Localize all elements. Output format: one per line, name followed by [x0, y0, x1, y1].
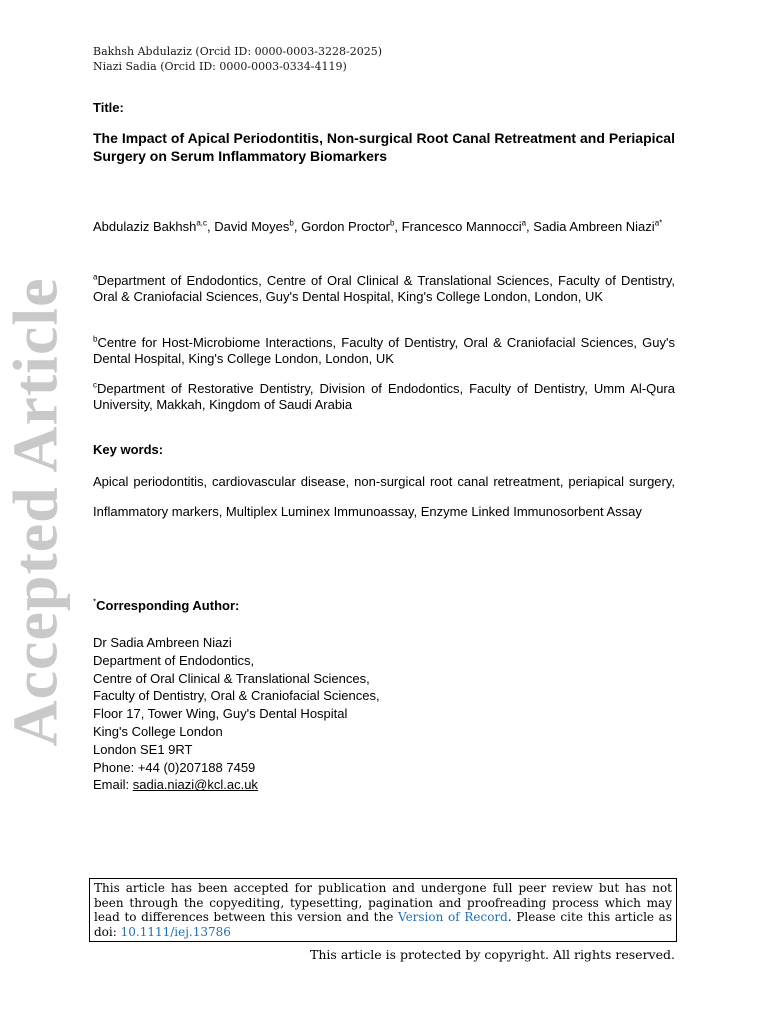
- article-title: The Impact of Apical Periodontitis, Non-surgical Root Canal Retreatment and Periapical Surgery on Serum Inflammatory Biomarkers: [93, 130, 675, 164]
- address-line: Centre of Oral Clinical & Translational Sciences,: [93, 670, 370, 686]
- address-line: King's College London: [93, 723, 223, 739]
- author-list: Abdulaziz Bakhsh$^{a,c}$, David Moyes$^b$, Gordon Proctor$^b$, Francesco Mannocci$^a$, Sadia Ambreen Niazi$^{a*}$: [93, 218, 663, 234]
- version-of-record-link[interactable]: Version of Record: [398, 910, 508, 924]
- accepted-article-watermark: [0, 212, 71, 812]
- affiliation-c-text: Department of Restorative Dentistry, Division of Endodontics, Faculty of Dentistry, Umm Al-Qura University, Makkah, Kingdom of Saudi Arabia: [93, 381, 675, 412]
- keywords-label: [93, 442, 675, 458]
- affiliation-a: [93, 273, 675, 305]
- title-label-text: Title:: [93, 100, 124, 115]
- author-1: Abdulaziz Bakhsh: [93, 219, 197, 234]
- keywords-label-text: Key words:: [93, 442, 164, 457]
- affiliation-a-sup: a: [93, 272, 98, 282]
- author-3-sup: b: [389, 218, 395, 228]
- address-line: Faculty of Dentistry, Oral & Craniofacial Sciences,: [93, 688, 380, 704]
- affiliation-a-text: Department of Endodontics, Centre of Oral Clinical & Translational Sciences, Faculty of Dentistry, Oral & Craniofacial Sciences, Guy's Dental Hospital, King's College London, London, UK: [93, 273, 675, 304]
- address-line: Floor 17, Tower Wing, Guy's Dental Hospital: [93, 706, 348, 722]
- notice-text-before: This article has been accepted for publication and undergone full peer review but has not been through the copyediting, typesetting, pagination and proofreading process which may lead to differences between this version and the: [94, 881, 672, 924]
- author-4: Francesco Mannocci: [401, 219, 522, 234]
- author-2-sup: b: [289, 218, 294, 228]
- accepted-notice-box: [89, 878, 677, 942]
- keywords-text: Apical periodontitis, cardiovascular disease, non-surgical root canal retreatment, periapical surgery, Inflammatory markers, Multiplex Luminex Immunoassay, Enzyme Linked Immunosorbent Assay: [93, 474, 675, 519]
- email-line: [93, 776, 675, 794]
- title-label: [93, 100, 675, 116]
- email-label: Email:: [93, 777, 133, 793]
- author-3: Gordon Proctor: [301, 219, 390, 234]
- email-link[interactable]: sadia.niazi@kcl.ac.uk: [132, 777, 258, 793]
- affiliation-b-text: Centre for Host-Microbiome Interactions, Faculty of Dentistry, Oral & Craniofacial Sciences, Guy's Dental Hospital, King's College London, London, UK: [93, 335, 675, 366]
- copyright-notice: This article is protected by copyright. All rights reserved.: [310, 947, 675, 962]
- author-4-sup: a: [521, 218, 527, 228]
- address-line: Department of Endodontics,: [93, 652, 255, 668]
- author-5: Sadia Ambreen Niazi: [533, 219, 655, 234]
- affiliation-b-sup: b: [93, 334, 98, 344]
- orcid-line-2: Niazi Sadia (Orcid ID: 0000-0003-0334-4119): [93, 60, 347, 73]
- affiliation-c-sup: c: [93, 380, 97, 390]
- author-2: David Moyes: [214, 219, 290, 234]
- author-1-sup: a,c: [196, 218, 208, 228]
- orcid-line-1: Bakhsh Abdulaziz (Orcid ID: 0000-0003-3228-2025): [93, 45, 382, 58]
- notice-text-after: . Please cite this article as doi:: [94, 910, 672, 939]
- affiliation-c: [93, 381, 675, 413]
- doi-link[interactable]: 10.1111/iej.13786: [120, 924, 231, 939]
- corresponding-label: [93, 598, 675, 614]
- address-line: London SE1 9RT: [93, 741, 193, 757]
- corresponding-address: [93, 634, 675, 794]
- corresponding-label-text: Corresponding Author:: [96, 598, 240, 613]
- orcid-block: [93, 44, 382, 74]
- corresponding-star: *: [93, 597, 97, 607]
- affiliation-b: [93, 335, 675, 367]
- address-line: Dr Sadia Ambreen Niazi: [93, 635, 232, 650]
- address-line: Phone: +44 (0)207188 7459: [93, 759, 256, 775]
- watermark-text: Accepted Article: [0, 277, 71, 747]
- author-5-sup: a*: [654, 218, 663, 228]
